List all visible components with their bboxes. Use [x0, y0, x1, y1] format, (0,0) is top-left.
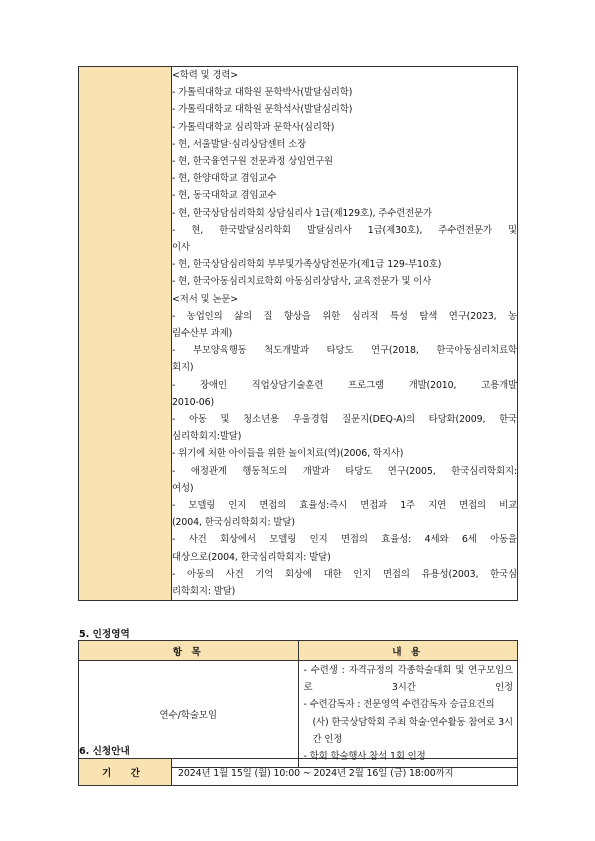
profile-line: - 가톨릭대학교 대학원 문학박사(발달심리학) [172, 87, 353, 99]
profile-line: 회지) [172, 362, 194, 374]
profile-line: 림수산부 과제) [172, 328, 233, 340]
section-6-title: 6. 신청안내 [79, 746, 130, 757]
profile-line: - 현, 한양대학교 겸임교수 [172, 173, 277, 185]
profile-line: 이사 [172, 242, 190, 254]
profile-line: - 위기에 처한 아이들을 위한 놀이치료(역)(2006, 학지사) [172, 448, 404, 460]
profile-line: 리학회지: 발달) [172, 586, 236, 598]
profile-line: - 사건 회상에서 모델링 인지 면접의 효율성: 4세와 6세 아동을 [172, 534, 517, 546]
profile-line: - 현, 한국발달심리학회 발달심리사 1급(제30호), 주수련전문가 및 [172, 224, 517, 236]
profile-line: - 현, 한국아동심리치료학회 아동심리상담사, 교육전문가 및 이사 [172, 276, 432, 288]
profile-content-cell [172, 67, 518, 601]
header-item: 항 목 [79, 641, 299, 661]
header-content: 내 용 [298, 641, 518, 661]
recognition-line: - 수련감독자 : 전문영역 수련감독자 승급요건의 [303, 699, 495, 711]
publications-heading: <저서 및 논문> [172, 293, 239, 305]
profile-line: - 애정관계 행동척도의 개발과 타당도 연구(2005, 한국심리학회지: [172, 465, 517, 477]
profile-line: - 현, 한국융연구원 전문과정 상임연구원 [172, 156, 333, 168]
section-5-title: 5. 인정영역 [79, 629, 130, 640]
recognition-description [298, 661, 518, 768]
period-label: 기 간 [79, 759, 172, 786]
profile-line: - 장애인 직업상담기술훈련 프로그램 개발(2010, 고용개발 [172, 379, 517, 391]
period-value: 2024년 1월 15일 (월) 10:00 ~ 2024년 2월 16일 (금) 18:00까지 [172, 759, 518, 786]
profile-line: (2004, 한국심리학회지: 발달) [172, 517, 295, 529]
profile-line: 2010-06) [172, 396, 215, 408]
profile-line: - 농업인의 삶의 질 향상을 위한 심리적 특성 탐색 연구(2023, 농 [172, 310, 517, 322]
profile-line: 대상으로(2004, 한국심리학회지: 발달) [172, 551, 331, 563]
profile-line: - 현, 동국대학교 겸임교수 [172, 190, 277, 202]
profile-line: 여성) [172, 482, 194, 494]
profile-line: - 가톨릭대학교 심리학과 문학사(심리학) [172, 121, 335, 133]
recognition-line: - 학회 학술행사 참석 1회 인정 [303, 751, 426, 763]
profile-line: - 아동의 사건 기억 회상에 대한 인지 면접의 유용성(2003, 한국심 [172, 568, 517, 580]
recognition-line: (사) 한국상담학회 주최 학술·연수활동 참여로 3시간 인정 [312, 716, 513, 745]
instructor-profile-table [78, 66, 518, 601]
profile-line: - 현, 한국상담심리학회 부부및가족상담전문가(제1급 129-부10호) [172, 259, 442, 271]
profile-line: - 부모양육행동 척도개발과 타당도 연구(2018, 한국아동심리치료학 [172, 345, 517, 357]
profile-line: 심리학회지:발달) [172, 431, 242, 443]
profile-line: - 현, 한국상담심리학회 상담심리사 1급(제129호), 주수련전문가 [172, 207, 433, 219]
application-table [78, 758, 518, 786]
education-career-heading: <학력 및 경력> [172, 70, 239, 81]
profile-label-cell [79, 67, 172, 601]
recognition-area-table [78, 640, 518, 768]
profile-line: - 모델링 인지 면접의 효율성:즉시 면접과 1주 지연 면접의 비교 [172, 500, 517, 512]
profile-line: - 현, 서울발달·심리상담센터 소장 [172, 138, 307, 150]
profile-line: - 아동 및 청소년용 우울경험 질문지(DEQ-A)의 타당화(2009, 한국 [172, 414, 517, 426]
profile-line: - 가톨릭대학교 대학원 문학석사(발달심리학) [172, 104, 353, 116]
recognition-category: 연수/학술모임 [79, 661, 299, 768]
recognition-line: - 수련생 : 자격규정의 각종학술대회 및 연구모임으로 3시간 인정 [303, 665, 513, 694]
